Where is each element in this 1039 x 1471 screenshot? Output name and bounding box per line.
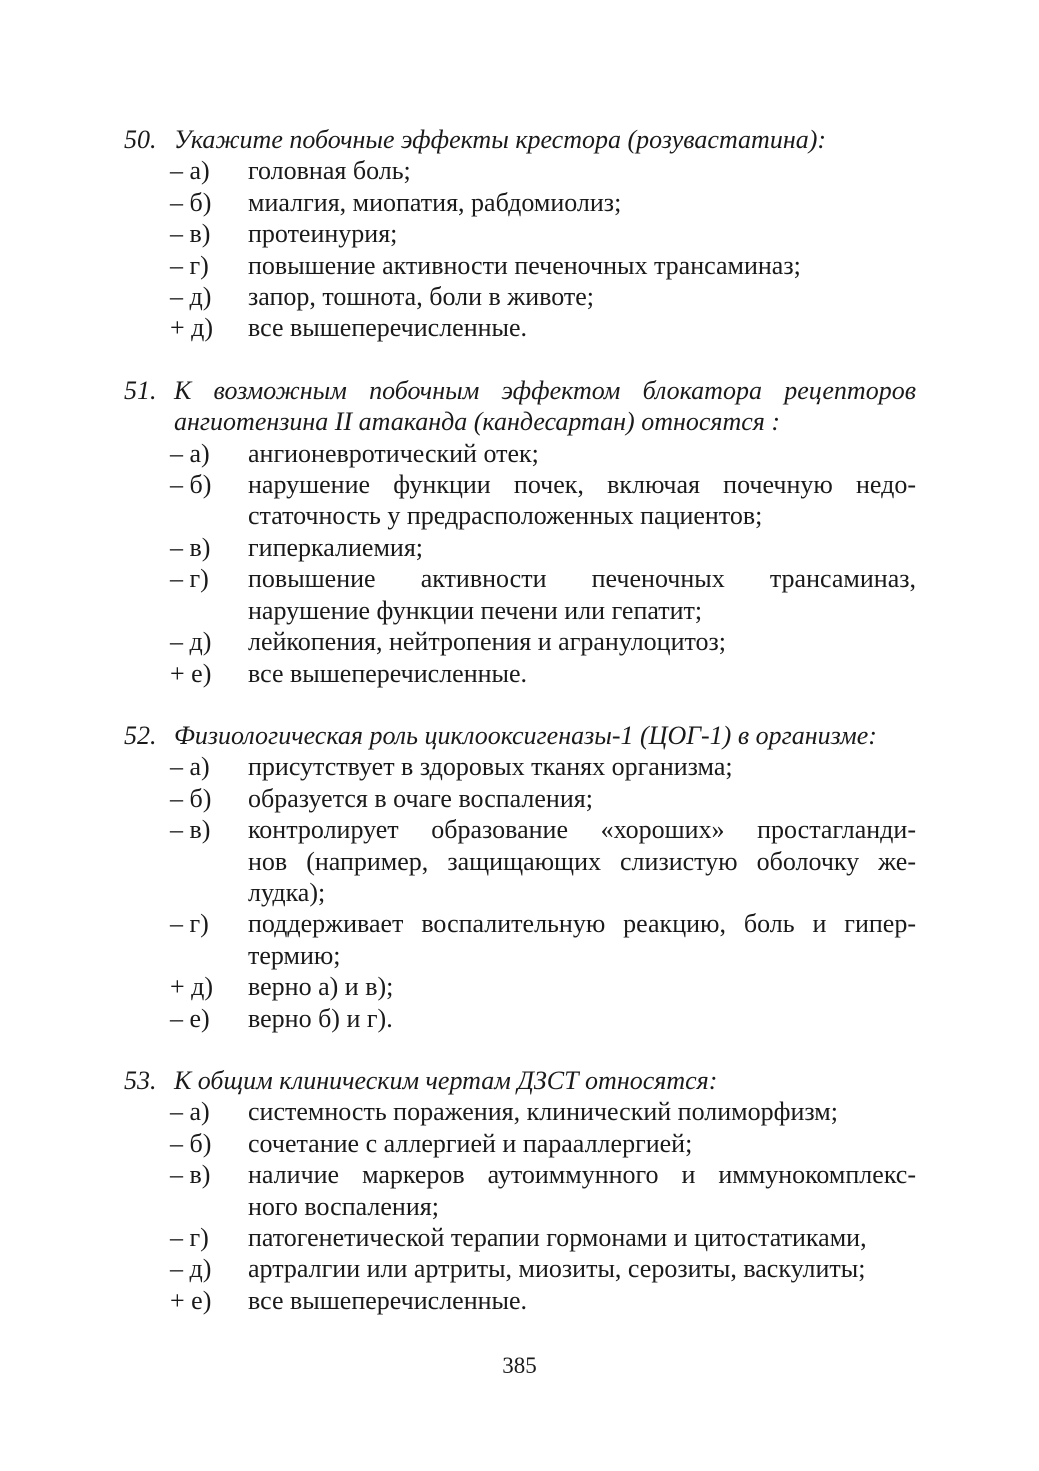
answer-text-line: наличие маркеров аутоиммунного и иммунокомплекс- — [248, 1160, 916, 1190]
answer-text-line: образуется в очаге воспаления; — [248, 783, 593, 813]
answer-text — [248, 1285, 916, 1316]
answer-text — [248, 1096, 916, 1127]
answer-text-line: присутствует в здоровых тканях организма; — [248, 752, 733, 782]
question-block — [124, 1065, 916, 1316]
answer-text — [248, 658, 916, 689]
answer-option — [170, 1253, 916, 1284]
answer-text-line: повышение активности печеночных трансаминаз, — [248, 564, 916, 594]
answer-text-line: нарушение функции печени или гепатит; — [248, 595, 703, 625]
answer-marker: – а) — [170, 752, 210, 782]
answer-text-line: повышение активности печеночных трансаминаз; — [248, 250, 801, 280]
answer-text-line: сочетание с аллергией и парааллергией; — [248, 1128, 693, 1158]
answer-text-line: лудка); — [248, 877, 326, 907]
answer-marker: + е) — [170, 658, 212, 688]
answer-text — [248, 751, 916, 782]
answer-option — [170, 1096, 916, 1127]
answer-marker: + е) — [170, 1285, 212, 1315]
question-text-line: К общим клиническим чертам ДЗСТ относятся: — [174, 1065, 718, 1095]
question-number: 51. — [124, 375, 157, 405]
answer-text-line: верно а) и в); — [248, 972, 394, 1002]
answer-marker: – г) — [170, 909, 209, 939]
answer-option — [170, 187, 916, 218]
answer-marker: – а) — [170, 438, 210, 468]
answer-option — [170, 218, 916, 249]
answer-marker: – д) — [170, 282, 212, 312]
answer-option — [170, 250, 916, 281]
answer-option — [170, 908, 916, 971]
answer-text — [248, 1128, 916, 1159]
answer-marker: – б) — [170, 783, 212, 813]
answer-marker: – в) — [170, 532, 211, 562]
answer-text-line: миалгия, миопатия, рабдомиолиз; — [248, 187, 622, 217]
answer-marker: – а) — [170, 156, 210, 186]
question-block — [124, 375, 916, 689]
answer-text — [248, 250, 916, 281]
answer-text — [248, 908, 916, 971]
answer-option — [170, 532, 916, 563]
answer-option — [170, 626, 916, 657]
answer-option — [170, 1222, 916, 1253]
answer-marker: + д) — [170, 972, 214, 1002]
answer-text — [248, 783, 916, 814]
answer-marker: – е) — [170, 1003, 210, 1033]
answer-text-line: протеинурия; — [248, 219, 398, 249]
question-text — [174, 1065, 916, 1096]
answer-text — [248, 1003, 916, 1034]
answer-option — [170, 971, 916, 1002]
answer-text-line: патогенетической терапии гормонами и цитостатиками, — [248, 1223, 867, 1252]
answer-text-line: все вышеперечисленные. — [248, 1285, 528, 1315]
answer-marker: – в) — [170, 219, 211, 249]
answer-marker: – в) — [170, 1160, 211, 1190]
answer-marker: – б) — [170, 187, 212, 217]
answer-marker: – б) — [170, 470, 212, 500]
answer-option — [170, 783, 916, 814]
answer-text-line: нов (например, защищающих слизистую оболочку же- — [248, 846, 916, 876]
answer-option — [170, 469, 916, 532]
answer-text — [248, 971, 916, 1002]
answer-text — [248, 626, 916, 657]
question-block — [124, 124, 916, 344]
answer-option — [170, 438, 916, 469]
answer-text — [248, 469, 916, 532]
question-text — [174, 720, 916, 751]
answer-text-line: ного воспаления; — [248, 1191, 439, 1221]
answer-marker: – д) — [170, 1254, 212, 1284]
answer-text-line: головная боль; — [248, 156, 411, 186]
answer-text-line: нарушение функции почек, включая почечную недо- — [248, 470, 916, 500]
answer-text — [248, 187, 916, 218]
answer-text-line: статочность у предрасположенных пациентов; — [248, 501, 763, 531]
question-heading — [124, 375, 916, 438]
question-heading — [124, 720, 916, 751]
answer-option — [170, 1003, 916, 1034]
question-text-line: ангиотензина II атаканда (кандесартан) относятся : — [174, 407, 781, 437]
question-heading — [124, 124, 916, 155]
answer-option — [170, 563, 916, 626]
answer-text — [248, 281, 916, 312]
page-content — [124, 124, 916, 1347]
question-block — [124, 720, 916, 1034]
answer-text — [248, 1222, 916, 1253]
answer-text-line: поддерживает воспалительную реакцию, боль и гипер- — [248, 909, 916, 939]
answer-option — [170, 814, 916, 908]
answer-marker: – г) — [170, 564, 209, 594]
answer-text — [248, 1159, 916, 1222]
question-text-line: К возможным побочным эффектом блокатора рецепторов — [174, 375, 916, 405]
answer-option — [170, 1159, 916, 1222]
answer-marker: – в) — [170, 815, 211, 845]
question-text-line: Укажите побочные эффекты крестора (розувастатина): — [174, 125, 827, 154]
answer-marker: + д) — [170, 313, 214, 343]
answer-option — [170, 312, 916, 343]
question-text — [174, 124, 916, 155]
answer-text — [248, 438, 916, 469]
answer-marker: – д) — [170, 627, 212, 657]
answer-text-line: термию; — [248, 940, 341, 970]
answer-text-line: гиперкалиемия; — [248, 532, 424, 562]
answer-text-line: контролирует образование «хороших» простагланди- — [248, 815, 916, 845]
answer-marker: – а) — [170, 1097, 210, 1127]
answer-option — [170, 751, 916, 782]
answer-text — [248, 155, 916, 186]
answer-text-line: лейкопения, нейтропения и агранулоцитоз; — [248, 627, 727, 657]
question-text — [174, 375, 916, 438]
answer-text-line: все вышеперечисленные. — [248, 313, 528, 343]
answer-marker: – б) — [170, 1128, 212, 1158]
answer-option — [170, 1128, 916, 1159]
question-heading — [124, 1065, 916, 1096]
answer-option — [170, 658, 916, 689]
answer-text-line: верно б) и г). — [248, 1003, 393, 1033]
answer-option — [170, 281, 916, 312]
question-number: 50. — [124, 125, 157, 154]
answer-text-line: все вышеперечисленные. — [248, 658, 528, 688]
answer-text-line: системность поражения, клинический полиморфизм; — [248, 1097, 838, 1127]
answer-text — [248, 532, 916, 563]
page-number: 385 — [502, 1353, 537, 1378]
answer-text-line: запор, тошнота, боли в животе; — [248, 282, 595, 312]
answer-text — [248, 814, 916, 908]
answer-text — [248, 563, 916, 626]
question-number: 53. — [124, 1065, 157, 1095]
answer-marker: – г) — [170, 1223, 209, 1252]
answer-option — [170, 1285, 916, 1316]
answer-text-line: артралгии или артриты, миозиты, серозиты, васкулиты; — [248, 1254, 866, 1284]
answer-text — [248, 218, 916, 249]
answer-text-line: ангионевротический отек; — [248, 438, 539, 468]
question-number: 52. — [124, 720, 157, 750]
answer-marker: – г) — [170, 250, 209, 280]
answer-option — [170, 155, 916, 186]
answer-text — [248, 312, 916, 343]
question-text-line: Физиологическая роль циклооксигеназы-1 (ЦОГ-1) в организме: — [174, 720, 877, 750]
answer-text — [248, 1253, 916, 1284]
